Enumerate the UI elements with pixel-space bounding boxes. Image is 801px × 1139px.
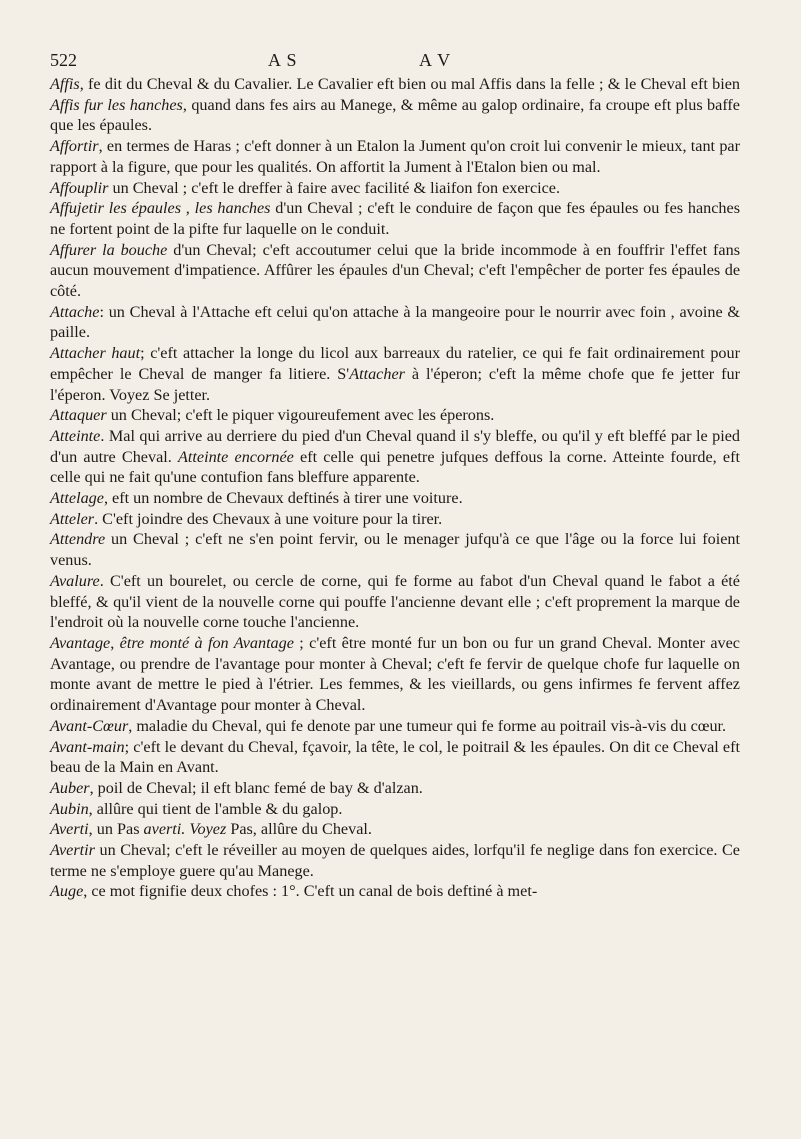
dictionary-entries <box>50 74 740 902</box>
entry-attendre: Attendre un Cheval ; c'eft ne s'en point fervir, ou le menager jufqu'à ce que l'âge ou la force lui foient venus. <box>50 530 740 570</box>
entry-attache: Attache: un Cheval à l'Attache eft celui qu'on attache à la mangeoire pour le nourrir avec foin , avoine & paille. <box>50 302 740 342</box>
entry-avantage: Avantage, être monté à fon Avantage ; c'eft être monté fur un bon ou fur un grand Cheval. Monter avec Avantage, ou prendre de l'avantage pour monter à Cheval; c'eft fe fervir de quelque chofe fur laquelle on monte avant de mettre le pied à l'étrier. Les femmes, & les vieillards, ou gens infirmes fe fervent affez ordinairement d'Avantage pour monter à Cheval. <box>50 633 740 715</box>
header-right-heading: A V <box>419 50 452 70</box>
entry-affis: Affis, fe dit du Cheval & du Cavalier. Le Cavalier eft bien ou mal Affis dans la felle ; & le Cheval eft bien Affis fur les hanches, quand dans fes airs au Manege, & même au galop ordinaire, fa croupe eft plus baffe que les épaules. <box>50 75 740 135</box>
entry-atteler: Atteler. C'eft joindre des Chevaux à une voiture pour la tirer. <box>50 509 443 528</box>
entry-affortir: Affortir, en termes de Haras ; c'eft donner à un Etalon la Jument qu'on croit lui convenir le mieux, tant par rapport à la figure, que pour les qualités. On affortit la Jument à l'Etalon bien ou mal. <box>50 137 740 176</box>
entry-auber: Auber, poil de Cheval; il eft blanc femé de bay & d'alzan. <box>50 778 423 797</box>
entry-attaquer: Attaquer un Cheval; c'eft le piquer vigoureufement avec les éperons. <box>50 406 495 425</box>
entry-aubin: Aubin, allûre qui tient de l'amble & du galop. <box>50 799 343 818</box>
entry-affouplir: Affouplir un Cheval ; c'eft le dreffer à faire avec facilité & liaifon fon exercice. <box>50 178 561 197</box>
entry-atteinte: Atteinte. Mal qui arrive au derriere du pied d'un Cheval quand il s'y bleffe, ou qu'il y eft bleffé par le pied d'un autre Cheval. Atteinte encornée eft celle qui penetre jufques deffous la corne. Atteinte fourde, eft celle qui ne fait qu'une contufion fans bleffure apparente. <box>50 426 740 487</box>
header-left-heading: A S <box>268 50 298 70</box>
entry-attacher-haut: Attacher haut; c'eft attacher la longe du licol aux barreaux du ratelier, ce qui fe fait ordinairement pour empêcher le Cheval de manger fa litiere. S'Attacher à l'éperon; c'eft la même chofe que fe jetter fur l'éperon. Voyez Se jetter. <box>50 344 740 404</box>
entry-avant-main: Avant-main; c'eft le devant du Cheval, fçavoir, la tête, le col, le poitrail & les épaules. On dit ce Cheval eft beau de la Main en Avant. <box>50 737 740 777</box>
entry-avertir: Avertir un Cheval; c'eft le réveiller au moyen de quelques aides, lorfqu'il fe neglige dans fon exercice. Ce terme ne s'employe guere qu'au Manege. <box>50 841 740 880</box>
entry-affurer: Affurer la bouche d'un Cheval; c'eft accoutumer celui que la bride incommode à en fouffrir l'effet fans aucun mouvement d'impatience. Affûrer les épaules d'un Cheval; c'eft l'empêcher de porter fes épaules de côté. <box>50 240 740 301</box>
page-number: 522 <box>50 50 77 70</box>
entry-auge: Auge, ce mot fignifie deux chofes : 1°. C'eft un canal de bois deftiné à met- <box>50 882 538 901</box>
entry-avant-coeur: Avant-Cœur, maladie du Cheval, qui fe denote par une tumeur qui fe forme au poitrail vis-à-vis du cœur. <box>50 716 727 735</box>
entry-affujetir: Affujetir les épaules , les hanches d'un Cheval ; c'eft le conduire de façon que fes épaules ou fes hanches ne fortent point de la pifte fur laquelle on le conduit. <box>50 199 740 238</box>
entry-avalure: Avalure. C'eft un bourelet, ou cercle de corne, qui fe forme au fabot d'un Cheval quand le fabot a été bleffé, & qu'il vient de la nouvelle corne qui pouffe l'ancienne devant elle ; c'eft proprement la marque de l'endroit où la nouvelle corne touche l'ancienne. <box>50 571 740 632</box>
running-header <box>50 50 710 74</box>
entry-averti: Averti, un Pas averti. Voyez Pas, allûre du Cheval. <box>50 820 372 839</box>
entry-attelage: Attelage, eft un nombre de Chevaux deftinés à tirer une voiture. <box>50 489 463 508</box>
